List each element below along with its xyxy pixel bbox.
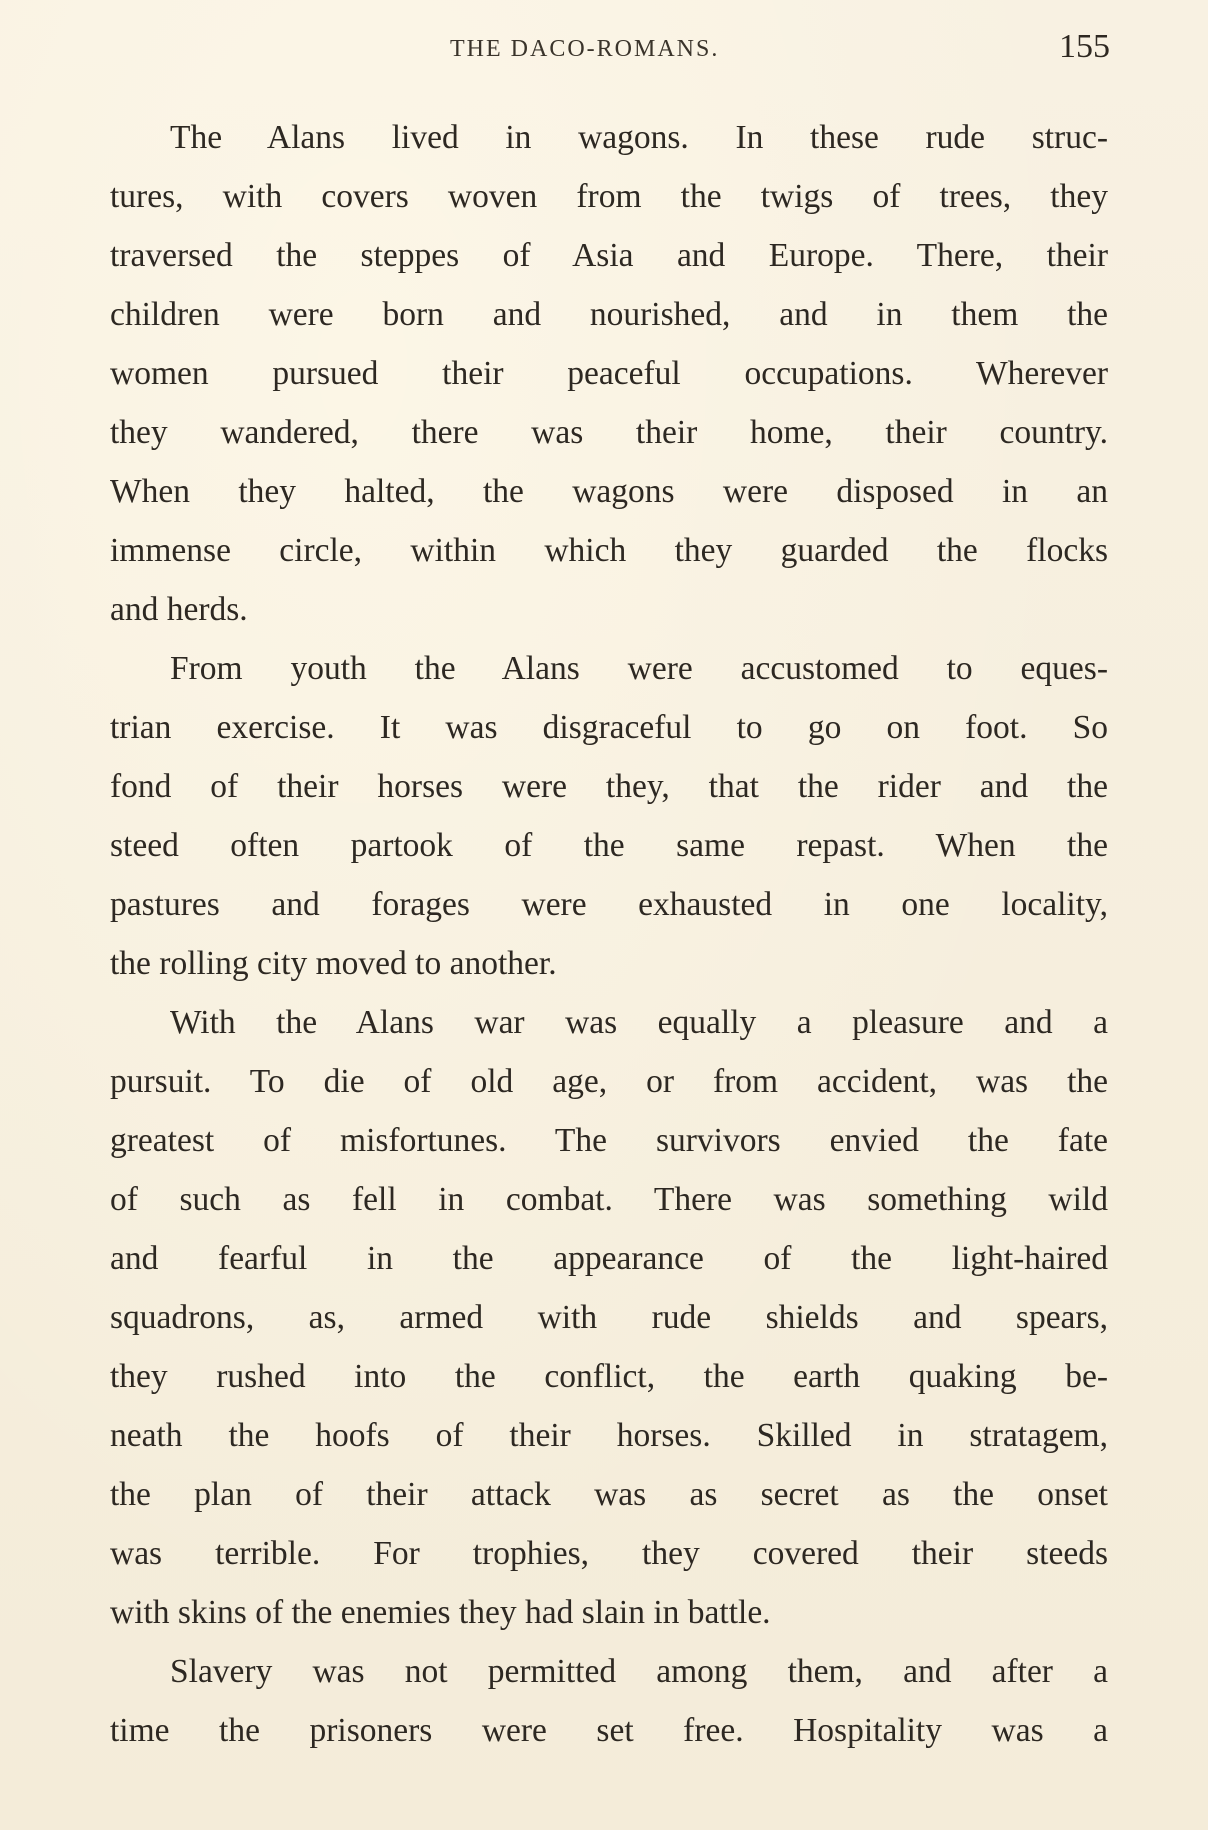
text-line: the rolling city moved to another. — [110, 945, 557, 982]
text-line: pursuit. To die of old age, or from accident, was the — [110, 1063, 1108, 1100]
text-line: children were born and nourished, and in them the — [110, 296, 1108, 333]
body-text — [110, 108, 1108, 1760]
text-line: immense circle, within which they guarded the flocks — [110, 532, 1108, 569]
text-line: pastures and forages were exhausted in one locality, — [110, 886, 1108, 923]
text-line: women pursued their peaceful occupations. Wherever — [110, 355, 1108, 392]
text-line: From youth the Alans were accustomed to eques- — [170, 650, 1108, 687]
text-line: The Alans lived in wagons. In these rude struc- — [170, 119, 1108, 156]
text-line: steed often partook of the same repast. When the — [110, 827, 1108, 864]
text-line: of such as fell in combat. There was something wild — [110, 1181, 1108, 1218]
text-line: they wandered, there was their home, their country. — [110, 414, 1108, 451]
text-line: With the Alans war was equally a pleasure and a — [170, 1004, 1108, 1041]
text-line: the plan of their attack was as secret as the onset — [110, 1476, 1108, 1513]
text-line: squadrons, as, armed with rude shields and spears, — [110, 1299, 1108, 1336]
text-line: and herds. — [110, 591, 248, 628]
text-line: time the prisoners were set free. Hospitality was a — [110, 1712, 1108, 1749]
text-line: and fearful in the appearance of the light-haired — [110, 1240, 1108, 1277]
text-line: tures, with covers woven from the twigs of trees, they — [110, 178, 1108, 215]
text-line: greatest of misfortunes. The survivors envied the fate — [110, 1122, 1108, 1159]
running-title: THE DACO-ROMANS. — [450, 36, 720, 62]
text-line: fond of their horses were they, that the rider and the — [110, 768, 1108, 805]
page-number: 155 — [1059, 28, 1110, 65]
running-head — [110, 28, 1110, 68]
text-line: with skins of the enemies they had slain in battle. — [110, 1594, 771, 1631]
text-line: was terrible. For trophies, they covered their steeds — [110, 1535, 1108, 1572]
text-line: neath the hoofs of their horses. Skilled in stratagem, — [110, 1417, 1108, 1454]
text-line: they rushed into the conflict, the earth quaking be- — [110, 1358, 1108, 1395]
text-line: trian exercise. It was disgraceful to go on foot. So — [110, 709, 1108, 746]
text-line: traversed the steppes of Asia and Europe. There, their — [110, 237, 1108, 274]
text-line: When they halted, the wagons were disposed in an — [110, 473, 1108, 510]
text-line: Slavery was not permitted among them, and after a — [170, 1653, 1108, 1690]
